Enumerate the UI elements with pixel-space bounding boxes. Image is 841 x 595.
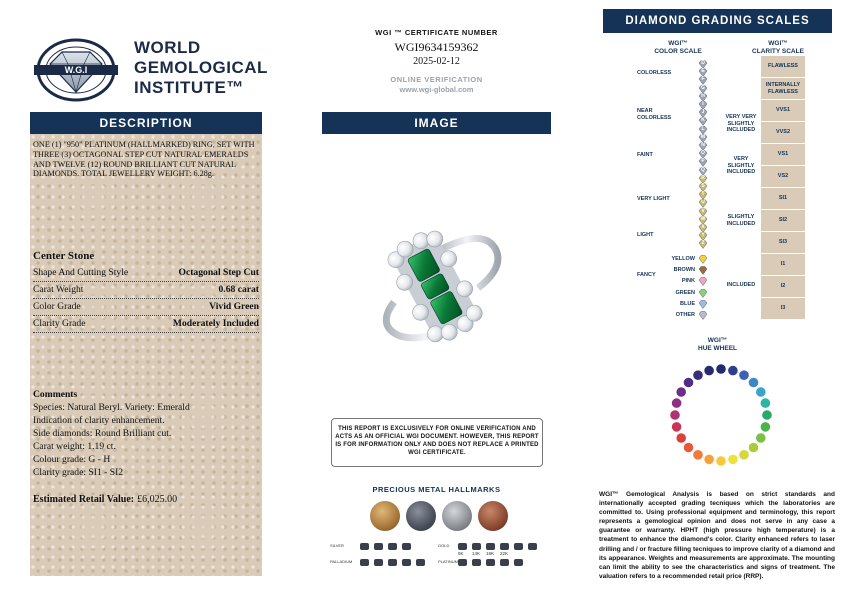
left-column <box>30 28 268 576</box>
hue-swatch <box>762 410 772 420</box>
fancy-color-label: PINK <box>681 278 695 285</box>
hue-swatch <box>739 370 749 380</box>
logo-line-1: WORLD <box>134 38 201 57</box>
fancy-color-label: BROWN <box>673 267 695 274</box>
color-grade-letter: I <box>702 101 704 107</box>
hue-swatch <box>760 398 770 408</box>
hallmark-mark-icon <box>360 543 369 550</box>
description-header: DESCRIPTION <box>30 112 262 134</box>
hallmark-mark-icon <box>402 543 411 550</box>
property-row-color <box>33 299 259 316</box>
certificate-number-label: WGI ™ CERTIFICATE NUMBER <box>375 28 498 37</box>
certificate-date: 2025-02-12 <box>413 56 460 67</box>
color-grade-letter: P <box>701 158 705 165</box>
hue-swatch <box>683 377 693 387</box>
hallmark-row-silver <box>330 543 440 552</box>
fancy-color-gem-icon <box>698 255 708 264</box>
property-value: Moderately Included <box>172 318 259 329</box>
clarity-grade-cell: I3 <box>761 298 805 320</box>
color-group-label: LIGHT <box>637 232 654 238</box>
hue-swatch <box>728 365 738 375</box>
property-label: Clarity Grade <box>33 318 86 329</box>
online-disclaimer: THIS REPORT IS EXCLUSIVELY FOR ONLINE VERIFICATION AND ACTS AS AN OFFICIAL WGI DOCUMENT. HOWEVER, THIS REPORT IS FOR INFORMATION ONLY AND DOES NOT REPLACE A PRINTED WGI CERTIFICATE. <box>331 418 543 467</box>
retail-value <box>33 494 177 505</box>
hallmark-mark-icon <box>402 559 411 566</box>
hue-swatch <box>704 454 714 464</box>
clarity-grade-cell: FLAWLESS <box>761 56 805 78</box>
fancy-color-label: GREEN <box>675 289 695 296</box>
fancy-color-gem-icon <box>698 289 708 298</box>
hallmark-mark-icon <box>486 559 495 566</box>
karat-label: 14K <box>472 551 481 556</box>
property-row-shape <box>33 265 259 282</box>
hallmark-row-label: GOLD <box>438 543 450 548</box>
hue-swatch <box>760 422 770 432</box>
hallmark-row-palladium <box>330 559 440 568</box>
color-grade-letter: E <box>701 68 705 75</box>
color-grade-letter: X <box>701 224 705 230</box>
clarity-grade-cell: VS2 <box>761 166 805 188</box>
clarity-scale-column <box>761 56 805 320</box>
clarity-grade-cell: SI3 <box>761 232 805 254</box>
color-grade-letter: G <box>701 84 705 91</box>
ring-image <box>366 206 506 346</box>
center-stone-title: Center Stone <box>33 250 95 262</box>
color-grade-letter: V <box>701 207 705 214</box>
color-grade-letter: T <box>701 191 705 198</box>
hue-swatch <box>756 433 766 443</box>
clarity-grade-cell: VVS2 <box>761 122 805 144</box>
color-grade-letter: H <box>701 92 705 99</box>
hallmark-mark-icon <box>458 543 467 550</box>
clarity-group-label: SLIGHTLY INCLUDED <box>726 214 756 227</box>
dark-metal-coin-icon <box>406 501 436 531</box>
hallmark-mark-icon <box>374 559 383 566</box>
hue-swatch <box>676 433 686 443</box>
hue-swatch <box>671 398 681 408</box>
comment-line: Colour grade: G - H <box>33 454 111 465</box>
clarity-grade-cell: SI1 <box>761 188 805 210</box>
clarity-grade-cell: VVS1 <box>761 100 805 122</box>
karat-label: 18K <box>486 551 495 556</box>
color-grade-letter: S <box>701 183 705 189</box>
color-grade-letter: Y <box>701 232 705 239</box>
hue-swatch <box>748 377 758 387</box>
property-value: 0.68 carat <box>218 284 259 295</box>
property-row-carat <box>33 282 259 299</box>
fancy-color-gem-icon <box>698 300 708 309</box>
property-value: Octagonal Step Cut <box>178 267 259 278</box>
hallmark-mark-icon <box>486 543 495 550</box>
property-label: Color Grade <box>33 301 81 312</box>
color-grade-letter: L <box>701 125 705 132</box>
hue-swatch <box>756 387 766 397</box>
comment-line: Indication of clarity enhancement. <box>33 415 165 426</box>
hue-swatch <box>739 450 749 460</box>
logo-line-3: INSTITUTE™ <box>134 78 244 97</box>
right-column <box>599 9 835 580</box>
description-panel <box>30 134 262 576</box>
gemological-disclaimer: WGI™ Gemological Analysis is based on strict standards and internationally accepted grading tecniques which the laboratories are committed to. Using professional equipment and terminology, this report represents a gemological opinion and does not serve in any case a guarantee or warranty. HPHT (high pressure high temperature) is a treatment to enhance the diamond's color. Clarity enhanced refers to laser drilling and / or fracture filling tecniques to improve clarity of a diamond and its appearance. Weights and measurements are approximate. The mounting can limit the ability to see the characteristics and signs of treatment. The valuation refers to a recommended retail price (RRP). <box>599 491 835 580</box>
hue-swatch <box>683 442 693 452</box>
comments-section <box>33 388 259 479</box>
clarity-grade-cell: SI2 <box>761 210 805 232</box>
item-description: ONE (1) "950" PLATINUM (HALLMARKED) RING, SET WITH THREE (3) OCTAGONAL STEP CUT NATURAL EMERALDS AND TWELVE (12) ROUND BRILLIANT CUT NATURAL DIAMONDS. TOTAL JEWELLERY WEIGHT: 6.28g. <box>33 140 255 179</box>
color-grade-letter: Q <box>701 166 705 173</box>
hue-swatch <box>676 387 686 397</box>
hallmarks-title: PRECIOUS METAL HALLMARKS <box>372 485 501 494</box>
clarity-grade-cell: VS1 <box>761 144 805 166</box>
hue-swatch <box>670 410 680 420</box>
color-grade-letter: O <box>701 150 705 157</box>
silver-coin-icon <box>442 501 472 531</box>
hallmark-mark-icon <box>500 559 509 566</box>
hallmark-mark-icon <box>472 543 481 550</box>
color-group-label: VERY LIGHT <box>637 196 670 202</box>
comment-line: Species: Natural Beryl. Variety: Emerald <box>33 402 190 413</box>
hue-swatch <box>693 450 703 460</box>
hallmark-mark-icon <box>388 559 397 566</box>
comment-line: Side diamonds: Round Brilliant cut. <box>33 428 172 439</box>
hallmark-mark-icon <box>472 559 481 566</box>
color-grade-letter: J <box>701 109 705 116</box>
color-grade-letter: R <box>701 174 705 181</box>
hue-swatch <box>716 456 726 466</box>
hallmark-mark-icon <box>374 543 383 550</box>
fancy-color-label: BLUE <box>680 300 695 307</box>
retail-label: Estimated Retail Value: <box>33 494 135 505</box>
color-grade-letter: N <box>701 142 705 148</box>
property-label: Shape And Cutting Style <box>33 267 129 278</box>
hallmark-row-label: SILVER <box>330 543 344 548</box>
hue-swatch <box>728 454 738 464</box>
seal-text: W.G.I <box>64 65 88 75</box>
hue-swatch <box>748 442 758 452</box>
hue-wheel-heading: WGI™ HUE WHEEL <box>698 337 737 352</box>
fancy-color-label: YELLOW <box>671 256 695 262</box>
color-group-label: FANCY <box>637 272 656 278</box>
color-grade-letter: Z <box>701 240 705 247</box>
logo-line-2: GEMOLOGICAL <box>134 58 268 77</box>
hue-swatch <box>716 364 726 374</box>
image-header: IMAGE <box>322 112 551 134</box>
copper-coin-icon <box>478 501 508 531</box>
clarity-grade-cell: I2 <box>761 276 805 298</box>
wgi-wordmark <box>134 38 268 98</box>
color-scale-heading: WGI™ COLOR SCALE <box>654 40 702 55</box>
clarity-scale-heading: WGI™ CLARITY SCALE <box>752 40 804 55</box>
color-grade-letter: K <box>701 117 705 124</box>
hue-swatch <box>704 365 714 375</box>
color-group-label: FAINT <box>637 152 653 158</box>
color-grade-letter: U <box>701 199 705 206</box>
fancy-color-gem-icon <box>698 311 708 320</box>
hallmark-mark-icon <box>388 543 397 550</box>
fancy-color-label: OTHER <box>675 312 695 318</box>
karat-label: 9K <box>458 551 464 556</box>
online-verification-label: ONLINE VERIFICATION <box>390 75 483 84</box>
fancy-color-gem-icon <box>698 266 708 275</box>
grading-scale-chart <box>603 56 832 326</box>
hue-swatch <box>671 422 681 432</box>
gold-coin-icon <box>370 501 400 531</box>
wgi-logo <box>30 28 268 108</box>
comments-title: Comments <box>33 389 78 400</box>
hallmark-mark-icon <box>458 559 467 566</box>
property-row-clarity <box>33 316 259 333</box>
fancy-color-gem-icon <box>698 277 708 286</box>
color-grade-letter: F <box>701 76 705 83</box>
comment-line: Carat weight: 1.19 ct. <box>33 441 116 452</box>
hallmark-mark-icon <box>514 559 523 566</box>
color-grade-letter: W <box>700 215 706 222</box>
middle-column <box>322 28 551 576</box>
grading-scales-header: DIAMOND GRADING SCALES <box>603 9 832 33</box>
hue-wheel-diagram <box>647 351 795 481</box>
hue-swatch <box>693 370 703 380</box>
hallmark-mark-icon <box>360 559 369 566</box>
karat-label: 22K <box>500 551 509 556</box>
hallmark-coins <box>370 501 510 533</box>
hallmark-row-platinum <box>438 559 544 568</box>
hallmark-mark-icon <box>500 543 509 550</box>
property-value: Vivid Green <box>209 301 259 312</box>
hallmark-mark-icon <box>528 543 537 550</box>
certificate-number: WGI9634159362 <box>394 40 479 54</box>
color-grade-letter: M <box>700 133 706 140</box>
color-grade-letter: D <box>701 60 705 66</box>
center-stone-section <box>33 250 259 333</box>
hallmark-mark-icon <box>514 543 523 550</box>
clarity-group-label: INCLUDED <box>726 282 756 288</box>
clarity-group-label: VERY VERY SLIGHTLY INCLUDED <box>725 114 757 133</box>
wgi-seal-logo-icon <box>30 34 122 102</box>
hallmark-row-label: PLATINUM <box>438 559 458 564</box>
comment-line: Clarity grade: SI1 - SI2 <box>33 467 124 478</box>
retail-amount: £6,025.00 <box>137 494 178 505</box>
hallmark-mark-icon <box>416 559 425 566</box>
clarity-group-label: VERY SLIGHTLY INCLUDED <box>726 156 756 175</box>
color-group-label: COLORLESS <box>637 70 672 76</box>
hallmark-marks <box>330 541 544 571</box>
online-verification-link[interactable]: www.wgi-global.com <box>399 85 474 94</box>
clarity-grade-cell: INTERNALLY FLAWLESS <box>761 78 805 100</box>
color-group-label: NEAR COLORLESS <box>637 108 672 121</box>
hallmark-row-label: PALLADIUM <box>330 559 353 564</box>
clarity-grade-cell: I1 <box>761 254 805 276</box>
property-label: Carat Weight <box>33 284 84 295</box>
